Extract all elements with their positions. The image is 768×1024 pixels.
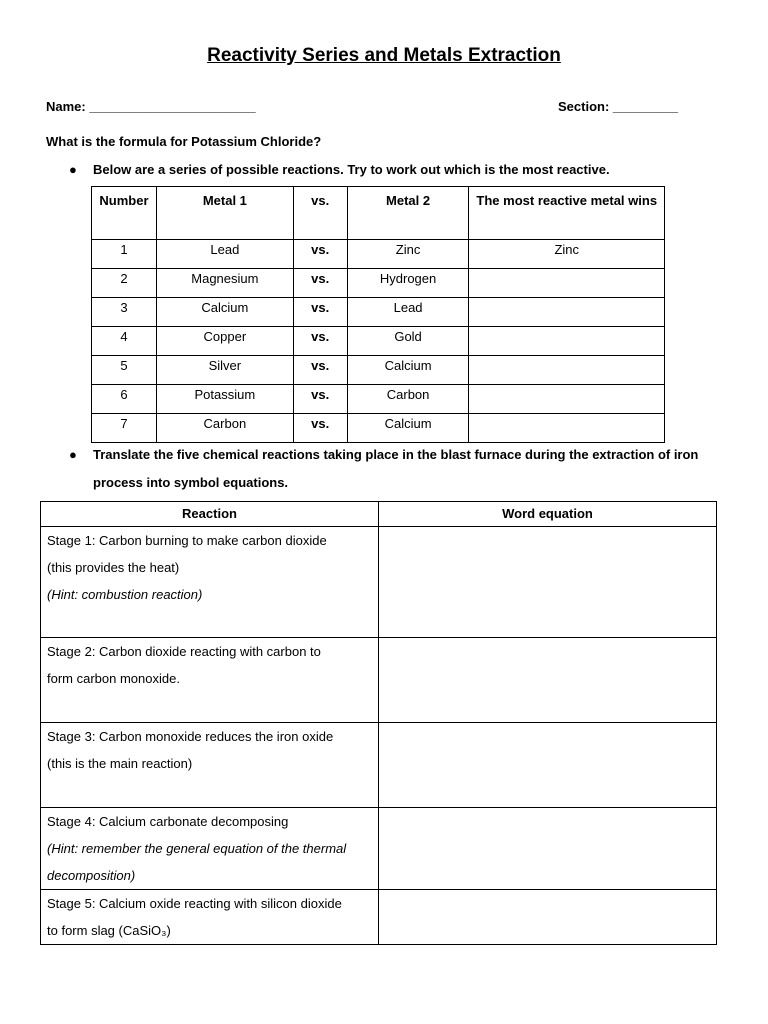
table-cell: 4 (92, 327, 157, 356)
reaction-cell (41, 890, 379, 945)
table-cell: Carbon (156, 414, 293, 443)
stage-description: Stage 1: Carbon burning to make carbon dioxide (47, 533, 327, 548)
reactivity-table (91, 186, 665, 443)
instruction-text: Translate the five chemical reactions taking place in the blast furnace during the extraction of iron process into symbol equations. (93, 447, 699, 490)
table-row (92, 414, 665, 443)
column-header: Metal 2 (347, 187, 469, 240)
table-cell: vs. (293, 240, 347, 269)
reaction-cell (41, 638, 379, 723)
table-cell: Magnesium (156, 269, 293, 298)
page-title: Reactivity Series and Metals Extraction (207, 45, 561, 66)
table-cell: Calcium (347, 356, 469, 385)
table-cell: Lead (347, 298, 469, 327)
stage-description: Stage 5: Calcium oxide reacting with silicon dioxide (47, 896, 342, 911)
table-cell: vs. (293, 385, 347, 414)
table-cell: Potassium (156, 385, 293, 414)
table-cell: Lead (156, 240, 293, 269)
stage-description: Stage 2: Carbon dioxide reacting with carbon to (47, 644, 321, 659)
reaction-cell (41, 723, 379, 808)
table-cell: Zinc (347, 240, 469, 269)
column-header: Reaction (41, 502, 379, 527)
stage-note: form carbon monoxide. (47, 671, 180, 686)
stage-note: to form slag (CaSiO₃) (47, 923, 171, 938)
table-cell: Silver (156, 356, 293, 385)
stage-note: (this provides the heat) (47, 560, 180, 575)
table-cell: Calcium (347, 414, 469, 443)
table-cell: 1 (92, 240, 157, 269)
question-text: What is the formula for Potassium Chloride? (46, 134, 322, 149)
table-row (92, 298, 665, 327)
answer-cell[interactable] (469, 269, 665, 298)
reaction-cell (41, 808, 379, 890)
answer-cell[interactable] (469, 414, 665, 443)
table-row (41, 638, 717, 723)
table-cell: vs. (293, 298, 347, 327)
table-cell: 2 (92, 269, 157, 298)
table-cell: 3 (92, 298, 157, 327)
bullet-icon: ● (69, 447, 77, 462)
table-row (41, 808, 717, 890)
column-header: The most reactive metal wins (469, 187, 665, 240)
blast-furnace-table (40, 501, 717, 945)
table-cell: Calcium (156, 298, 293, 327)
table-cell: Carbon (347, 385, 469, 414)
answer-cell[interactable] (469, 385, 665, 414)
equation-answer-cell[interactable] (379, 527, 717, 638)
instruction-bullet-2 (69, 441, 713, 497)
stage-note: (this is the main reaction) (47, 756, 193, 771)
instruction-bullet-1 (69, 156, 713, 184)
stage-hint: (Hint: remember the general equation of the thermal decomposition) (47, 841, 347, 883)
column-header: Word equation (379, 502, 717, 527)
instruction-text: Below are a series of possible reactions. Try to work out which is the most reactive. (93, 162, 610, 177)
table-cell: Hydrogen (347, 269, 469, 298)
answer-cell[interactable] (469, 327, 665, 356)
section-field-label: Section: _________ (558, 99, 678, 114)
equation-answer-cell[interactable] (379, 890, 717, 945)
table-header-row (41, 502, 717, 527)
equation-answer-cell[interactable] (379, 723, 717, 808)
table-row (92, 240, 665, 269)
table-row (41, 723, 717, 808)
table-cell: vs. (293, 327, 347, 356)
stage-description: Stage 4: Calcium carbonate decomposing (47, 814, 289, 829)
equation-answer-cell[interactable] (379, 808, 717, 890)
answer-cell[interactable]: Zinc (469, 240, 665, 269)
column-header: vs. (293, 187, 347, 240)
table-row (92, 327, 665, 356)
table-cell: 6 (92, 385, 157, 414)
table-row (92, 269, 665, 298)
table-cell: 5 (92, 356, 157, 385)
answer-cell[interactable] (469, 356, 665, 385)
column-header: Metal 1 (156, 187, 293, 240)
equation-answer-cell[interactable] (379, 638, 717, 723)
table-cell: 7 (92, 414, 157, 443)
table-header-row (92, 187, 665, 240)
table-cell: Copper (156, 327, 293, 356)
stage-description: Stage 3: Carbon monoxide reduces the iron oxide (47, 729, 334, 744)
table-row (41, 890, 717, 945)
table-cell: vs. (293, 414, 347, 443)
stage-hint: (Hint: combustion reaction) (47, 587, 203, 602)
table-row (92, 385, 665, 414)
table-row (92, 356, 665, 385)
table-cell: vs. (293, 356, 347, 385)
reaction-cell (41, 527, 379, 638)
name-field-label: Name: _______________________ (46, 99, 256, 114)
table-cell: Gold (347, 327, 469, 356)
bullet-icon: ● (69, 162, 77, 177)
table-cell: vs. (293, 269, 347, 298)
answer-cell[interactable] (469, 298, 665, 327)
column-header: Number (92, 187, 157, 240)
table-row (41, 527, 717, 638)
